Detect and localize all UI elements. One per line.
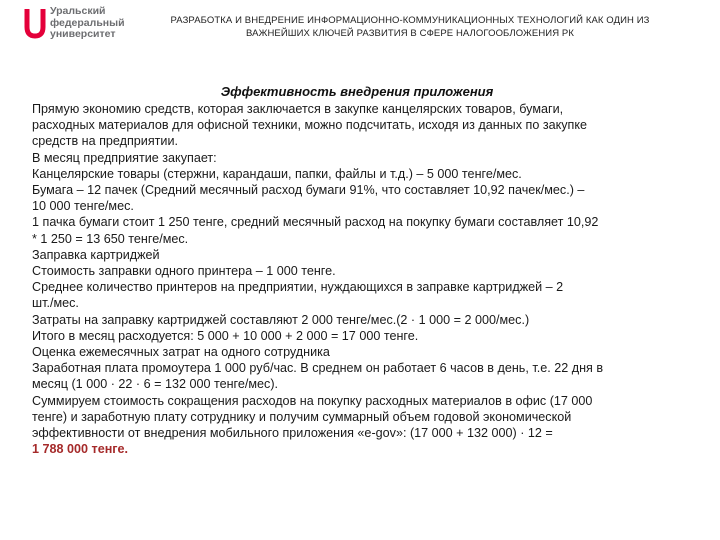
text-line: Итого в месяц расходуется: 5 000 + 10 000 + 2 000 = 17 000 тенге. xyxy=(32,328,419,343)
document-title: Эффективность внедрения приложения xyxy=(220,84,494,99)
total-result: 1 788 000 тенге. xyxy=(32,442,129,457)
text-line: Прямую экономию средств, которая заключается в закупке канцелярских товаров, бумаги, xyxy=(32,102,564,116)
text-line: эффективности от внедрения мобильного приложения «e-gov»: (17 000 + 132 000) · 12 = xyxy=(32,426,553,441)
text-line: средств на предприятии. xyxy=(32,134,179,149)
text-line: расходных материалов для офисной техники, можно подсчитать, исходя из данных по закупке xyxy=(32,118,588,133)
text-line: Заправка картриджей xyxy=(32,247,160,262)
text-line: Бумага – 12 пачек (Средний месячный расход бумаги 91%, что составляет 10,92 пачек/мес.) – xyxy=(32,183,585,198)
text-line: шт./мес. xyxy=(32,296,79,311)
ural-university-logo-icon xyxy=(24,7,46,39)
logo-text xyxy=(50,6,125,41)
logo-line-2: федеральный xyxy=(50,16,125,29)
text-line: Канцелярские товары (стержни, карандаши, папки, файлы и т.д.) – 5 000 тенге/мес. xyxy=(32,166,522,181)
document-text xyxy=(32,101,682,441)
text-line: Заработная плата промоутера 1 000 руб/час. В среднем он работает 6 часов в день, т.е. 22 дня в xyxy=(32,361,604,376)
text-line: Суммируем стоимость сокращения расходов на покупку расходных материалов в офис (17 000 xyxy=(32,393,593,408)
text-line: Стоимость заправки одного принтера – 1 000 тенге. xyxy=(32,264,336,279)
text-line: месяц (1 000 · 22 · 6 = 132 000 тенге/мес). xyxy=(32,377,279,392)
slide-header-title xyxy=(150,14,670,40)
header-title-line-1: РАЗРАБОТКА И ВНЕДРЕНИЕ ИНФОРМАЦИОННО-КОММУНИКАЦИОННЫХ ТЕХНОЛОГИЙ КАК ОДИН ИЗ xyxy=(170,15,650,26)
logo-line-1: Уральский xyxy=(50,5,106,17)
text-line: Затраты на заправку картриджей составляют 2 000 тенге/мес.(2 · 1 000 = 2 000/мес.) xyxy=(32,312,530,327)
text-line: 1 пачка бумаги стоит 1 250 тенге, средний месячный расход на покупку бумаги составляет 10,92 xyxy=(32,215,599,230)
slide-header xyxy=(0,0,720,48)
text-line: Оценка ежемесячных затрат на одного сотрудника xyxy=(32,345,330,360)
text-line: Среднее количество принтеров на предприятии, нуждающихся в заправке картриджей – 2 xyxy=(32,280,564,295)
university-logo xyxy=(24,6,144,42)
text-line: В месяц предприятие закупает: xyxy=(32,150,217,165)
document-body xyxy=(32,84,682,457)
text-line: 10 000 тенге/мес. xyxy=(32,199,134,214)
header-title-line-2: ВАЖНЕЙШИХ КЛЮЧЕЙ РАЗВИТИЯ В СФЕРЕ НАЛОГООБЛОЖЕНИЯ РК xyxy=(246,28,574,39)
text-line: тенге) и заработную плату сотруднику и получим суммарный объем годовой экономической xyxy=(32,409,572,424)
logo-line-3: университет xyxy=(50,28,116,40)
text-line: * 1 250 = 13 650 тенге/мес. xyxy=(32,231,189,246)
